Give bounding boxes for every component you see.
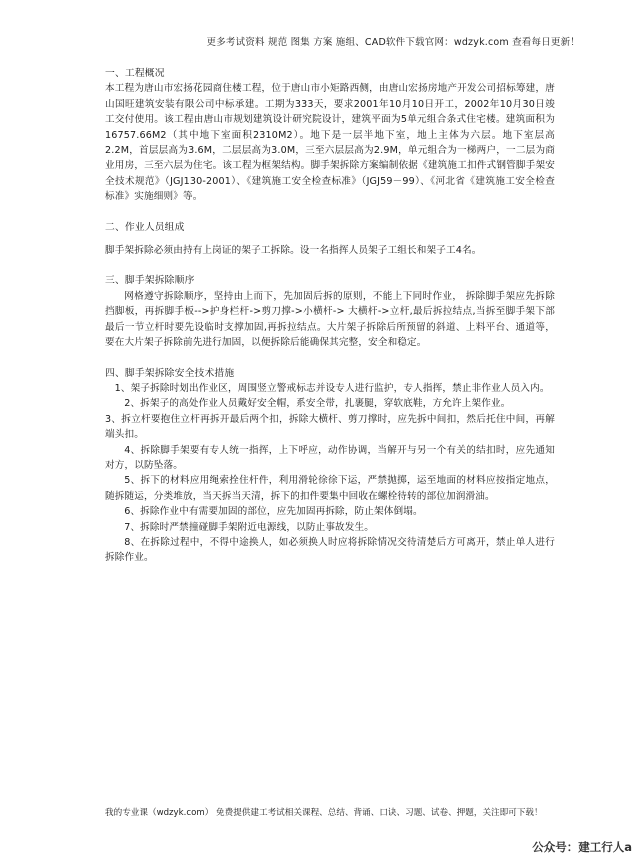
paragraph-personnel: 脚手架拆除必须由持有上岗证的架子工拆除。设一名指挥人员架子工组长和架子工4名。 xyxy=(105,245,482,257)
safety-measure-item: 4、拆除脚手架要有专人统一指挥，上下呼应，动作协调，当解开与另一个有关的结扣时，应先通知对方，以防坠落。 xyxy=(105,444,555,471)
document-body xyxy=(105,66,555,566)
safety-measure-item: 2、拆架子的高处作业人员戴好安全帽，系安全带，扎裹腿，穿软底鞋，方允许上架作业。 xyxy=(124,398,511,410)
safety-measure-item: 7、拆除时严禁撞碰脚手架附近电源线，以防止事故发生。 xyxy=(124,521,375,533)
safety-measure-item: 8、在拆除过程中，不得中途换人，如必须换人时应将拆除情况交待清楚后方可离开，禁止单人进行拆除作业。 xyxy=(105,536,555,564)
paragraph-overview: 本工程为唐山市宏扬花园商住楼工程，位于唐山市小矩路西侧，由唐山宏扬房地产开发公司招标筹建，唐山国旺建筑安装有限公司中标承建。工期为333天，要求2001年10月10日开工，2002年10月30日竣工交付使用。该工程由唐山市规划建筑设计研究院设计，建筑平面为5单元组合条式住宅楼。建筑面积为16757.66M2（其中地下室面积2310M2）。地下是一层半地下室，地上主体为六层。地下室层高2.2M，首层层高为3.6M，二层层高为3.0M，三至六层层高为2.9M，单元组合为一梯两户，一二层为商业用房，三至六层为住宅。该工程为框架结构。脚手架拆除方案编制依据《建筑施工扣件式钢管脚手架安全技术规范》（JGJ130-2001）、《建筑施工安全检查标准》（JGJ59－99）、《河北省《建筑施工安全检查标准》实施细则》等。 xyxy=(105,83,555,203)
safety-measure-item: 3、拆立杆要抱住立杆再拆开最后两个扣，拆除大横杆、剪刀撑时，应先拆中间扣，然后托住中间，再解端头扣。 xyxy=(105,413,555,441)
safety-measure-item: 1、架子拆除时划出作业区，周围竖立警戒标志并设专人进行监护，专人指挥，禁止非作业人员入内。 xyxy=(114,382,550,394)
safety-measure-item: 5、拆下的材料应用绳索拴住杆件，利用滑轮徐徐下运，严禁抛掷，运至地面的材料应按指定地点，随拆随运，分类堆放，当天拆当天清，拆下的扣件要集中回收在螺栓待转的部位加润滑油。 xyxy=(105,475,555,502)
section-title-personnel: 二、作业人员组成 xyxy=(105,221,185,233)
watermark-text: 公众号：建工行人a xyxy=(532,840,632,854)
header-note: 更多考试资料 规范 图集 方案 施组、CAD软件下载官网：wdzyk.com 查看每日更新！ xyxy=(206,37,580,48)
paragraph-sequence: 网格遵守拆除顺序，坚持由上而下，先加固后拆的原则，不能上下同时作业， 拆除脚手架应先拆除挡脚板，再拆脚手板-->护身栏杆->剪刀撑->小横杆-> 大横杆->立杆,最后拆拉结点,当拆至脚手架下部最后一节立杆时要先设临时支撑加固,再拆拉结点。大片架子拆除后所预留的斜道、上料平台、通道等， 要在大片架子拆除前先进行加固，以便拆除后能确保其完整，安全和稳定。 xyxy=(105,290,555,349)
safety-measure-item: 6、拆除作业中有需要加固的部位，应先加固再拆除，防止架体倒塌。 xyxy=(124,506,423,518)
section-title-sequence: 三、脚手架拆除顺序 xyxy=(105,275,195,287)
section-title-safety-measures: 四、脚手架拆除安全技术措施 xyxy=(105,367,235,379)
footer-note: 我的专业课（wdzyk.com） 免费提供建工考试相关课程、总结、背诵、口诀、习题、试卷、押题，关注即可下载！ xyxy=(105,808,543,818)
section-title-overview: 一、工程概况 xyxy=(105,68,165,79)
